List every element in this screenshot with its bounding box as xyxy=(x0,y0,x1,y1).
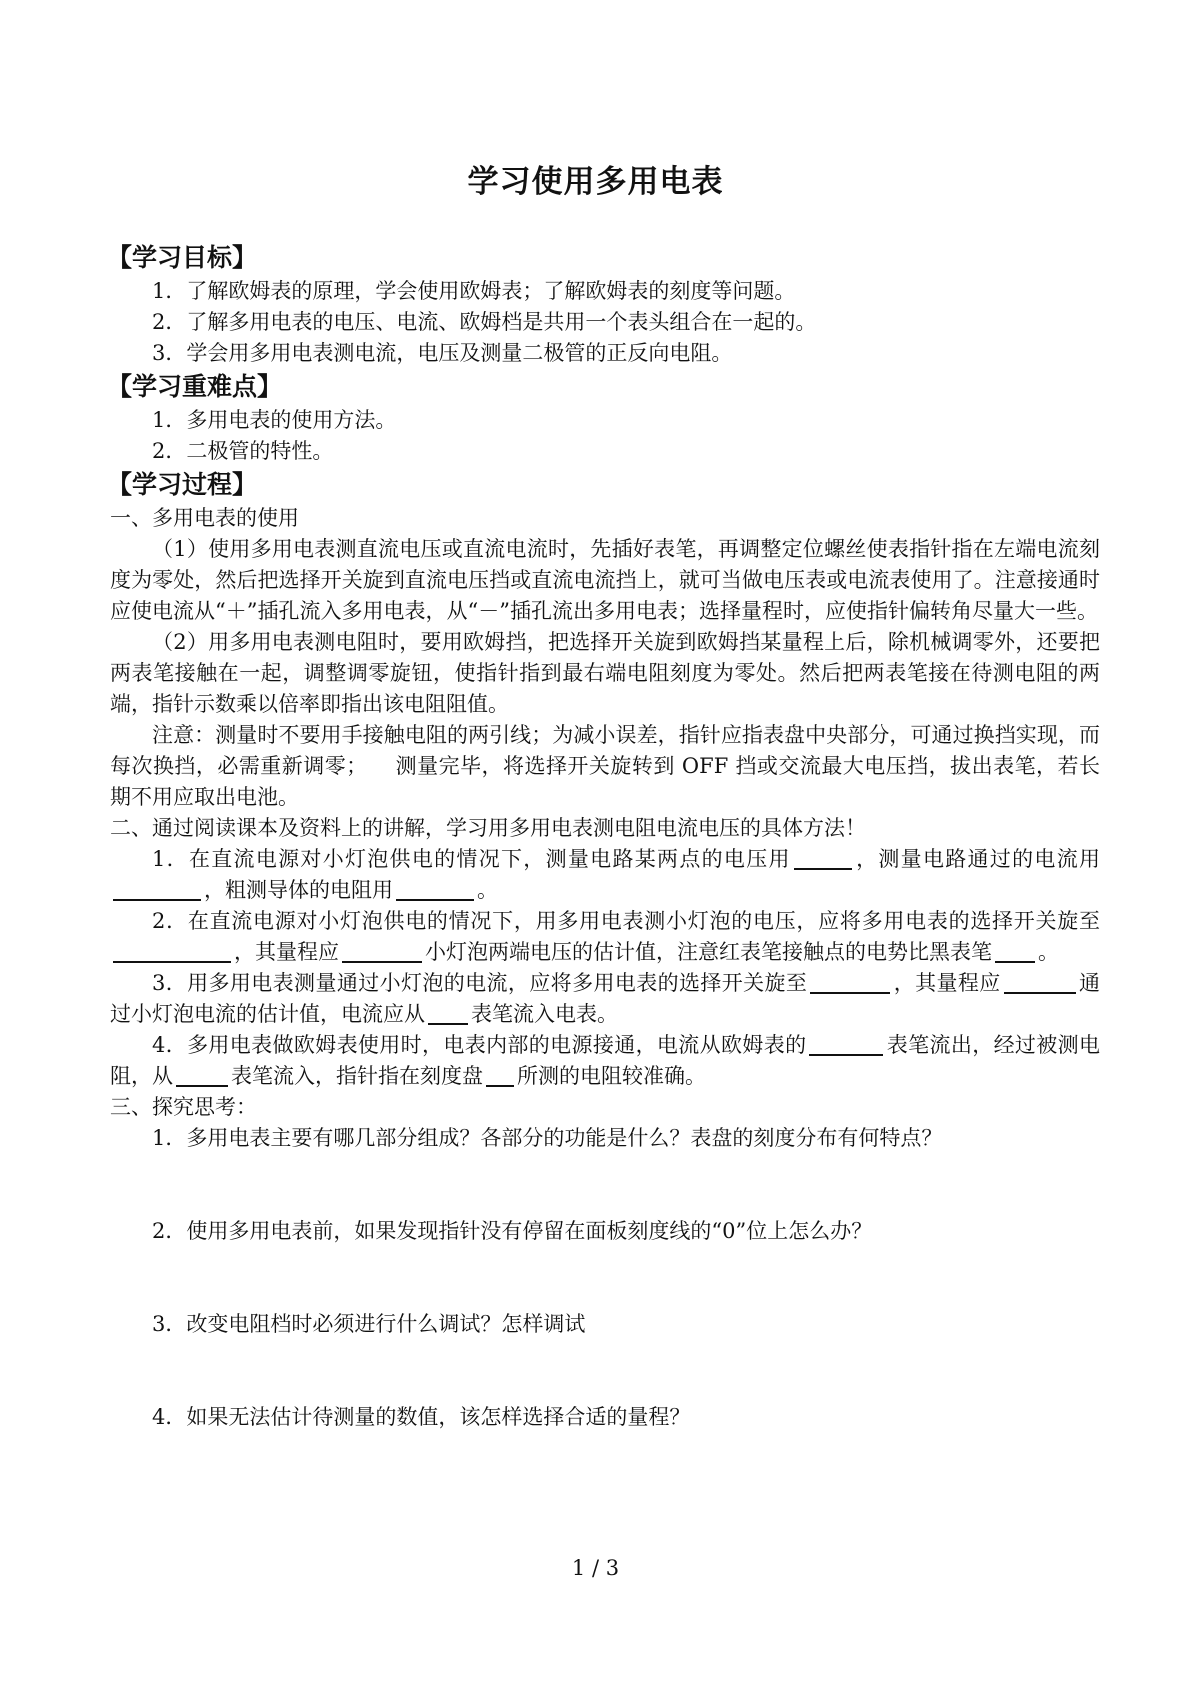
section1-title: 一、多用电表的使用 xyxy=(110,506,299,530)
goal-item: 1．了解欧姆表的原理，学会使用欧姆表；了解欧姆表的刻度等问题。 xyxy=(152,279,796,303)
document-body xyxy=(107,240,1101,1433)
answer-space[interactable] xyxy=(110,1154,1100,1216)
page-number: 1 / 3 xyxy=(571,1556,620,1580)
answer-blank[interactable] xyxy=(396,877,474,901)
answer-space[interactable] xyxy=(110,1247,1100,1309)
question-4 xyxy=(110,1030,1100,1092)
question-text: 表笔流入电表。 xyxy=(471,1002,618,1026)
section1-para2: （2）用多用电表测电阻时，要用欧姆挡，把选择开关旋到欧姆挡某量程上后，除机械调零外，还要把两表笔接触在一起，调整调零旋钮，使指针指到最右端电阻刻度为零处。然后把两表笔接在待测电阻的两端，指针示数乘以倍率即指出该电阻阻值。 xyxy=(110,630,1100,716)
answer-blank[interactable] xyxy=(113,877,201,901)
question-text: 表笔流出，经过被测电阻，从 xyxy=(110,1033,1101,1088)
think-question: 4．如果无法估计待测量的数值，该怎样选择合适的量程？ xyxy=(152,1405,691,1429)
process-heading: 【学习过程】 xyxy=(107,470,258,499)
answer-blank[interactable] xyxy=(486,1063,514,1087)
question-text: 所测的电阻较准确。 xyxy=(517,1064,706,1088)
document-title: 学习使用多用电表 xyxy=(467,164,724,200)
answer-space[interactable] xyxy=(110,1340,1100,1402)
question-text: 表笔流入，指针指在刻度盘 xyxy=(231,1064,483,1088)
think-question: 1．多用电表主要有哪几部分组成？各部分的功能是什么？表盘的刻度分布有何特点？ xyxy=(152,1126,943,1150)
section1-para1: （1）使用多用电表测直流电压或直流电流时，先插好表笔，再调整定位螺丝使表指针指在左端电流刻度为零处，然后把选择开关旋到直流电压挡或直流电流挡上，就可当做电压表或电流表使用了。注意接通时应使电流从“＋”插孔流入多用电表，从“－”插孔流出多用电表；选择量程时，应使指针偏转角尽量大一些。 xyxy=(110,537,1100,623)
goals-heading: 【学习目标】 xyxy=(107,243,258,272)
answer-blank[interactable] xyxy=(809,1032,883,1056)
question-text: ，测量电路通过的电流用 xyxy=(854,847,1101,871)
goal-item: 2．了解多用电表的电压、电流、欧姆档是共用一个表头组合在一起的。 xyxy=(152,310,817,334)
goal-item: 3．学会用多用电表测电流，电压及测量二极管的正反向电阻。 xyxy=(152,341,733,365)
answer-blank[interactable] xyxy=(1004,970,1076,994)
question-text: ，其量程应 xyxy=(234,940,339,964)
question-text: 4．多用电表做欧姆表使用时，电表内部的电源接通，电流从欧姆表的 xyxy=(152,1033,807,1057)
question-3 xyxy=(110,968,1100,1030)
answer-blank[interactable] xyxy=(113,939,231,963)
question-text: ，其量程应 xyxy=(893,971,1001,995)
question-text: ，粗测导体的电阻用 xyxy=(204,878,393,902)
note-part-a: 注意：测量时不要用手接触电阻的两引线；为减小误差，指针应指表盘中央部分，可通过换挡实现，而每次换挡，必需重新调零； xyxy=(110,723,1100,778)
question-text: 。 xyxy=(1038,940,1059,964)
answer-blank[interactable] xyxy=(810,970,890,994)
answer-blank[interactable] xyxy=(176,1063,228,1087)
key-point-item: 1．多用电表的使用方法。 xyxy=(152,408,397,432)
question-text: 1．在直流电源对小灯泡供电的情况下，测量电路某两点的电压用 xyxy=(152,847,791,871)
key-points-heading: 【学习重难点】 xyxy=(107,372,283,401)
question-text: 3．用多用电表测量通过小灯泡的电流，应将多用电表的选择开关旋至 xyxy=(152,971,808,995)
answer-blank[interactable] xyxy=(995,939,1035,963)
section2-title: 二、通过阅读课本及资料上的讲解，学习用多用电表测电阻电流电压的具体方法！ xyxy=(110,816,866,840)
section3-title: 三、探究思考： xyxy=(110,1095,257,1119)
question-2 xyxy=(110,906,1100,968)
question-text: 。 xyxy=(477,878,498,902)
question-text: 通过小灯泡电流的估计值，电流应从 xyxy=(110,971,1101,1026)
think-question: 2．使用多用电表前，如果发现指针没有停留在面板刻度线的“0”位上怎么办？ xyxy=(152,1219,873,1243)
answer-blank[interactable] xyxy=(428,1001,468,1025)
question-1 xyxy=(110,844,1100,906)
key-point-item: 2．二极管的特性。 xyxy=(152,439,334,463)
question-text: 小灯泡两端电压的估计值，注意红表笔接触点的电势比黑表笔 xyxy=(425,940,992,964)
answer-blank[interactable] xyxy=(794,846,852,870)
note-part-b: 测量完毕，将选择开关旋转到 OFF 挡或交流最大电压挡，拔出表笔，若长期不用应取出电池。 xyxy=(110,754,1100,809)
think-question: 3．改变电阻档时必须进行什么调试？怎样调试 xyxy=(152,1312,586,1336)
answer-blank[interactable] xyxy=(342,939,422,963)
section1-note xyxy=(110,720,1100,813)
question-text: 2．在直流电源对小灯泡供电的情况下，用多用电表测小灯泡的电压，应将多用电表的选择开关旋至 xyxy=(152,909,1100,933)
